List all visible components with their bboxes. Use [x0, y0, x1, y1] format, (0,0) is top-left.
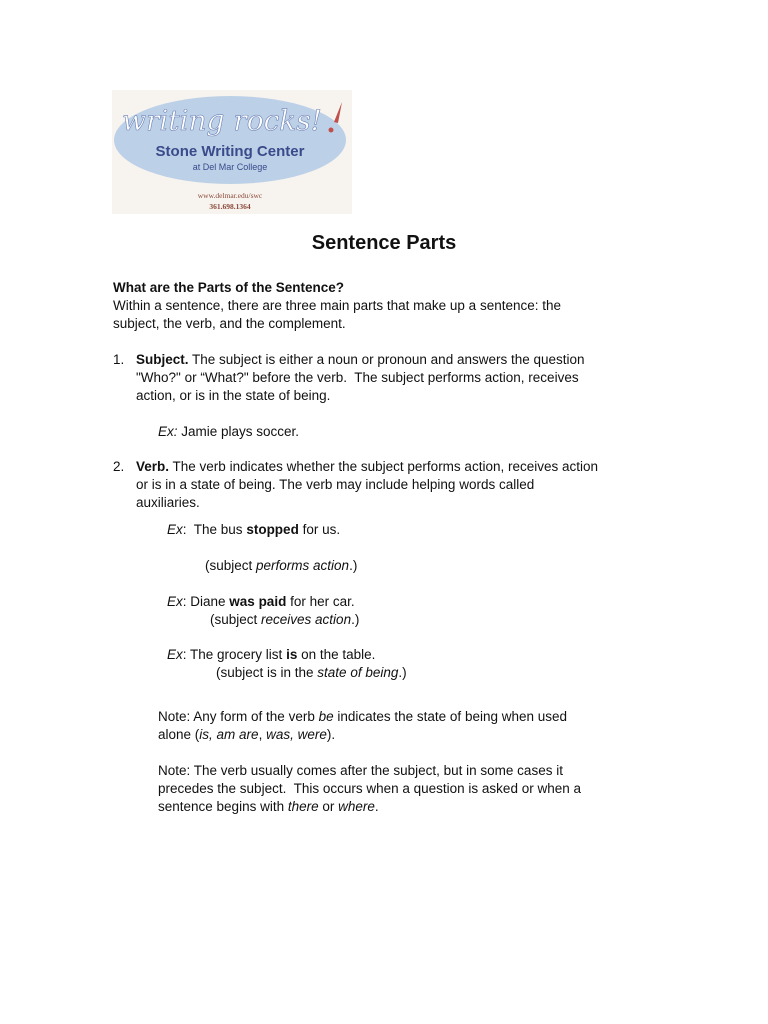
page-title: Sentence Parts: [311, 232, 457, 254]
ex3-label: Ex: [167, 647, 183, 662]
item2-example-2: [167, 593, 355, 611]
ex2-text-a: : Diane: [182, 594, 230, 609]
item2-line-3: auxiliaries.: [136, 495, 200, 510]
item2-example-2-note: [210, 611, 359, 629]
ex1-text-a: : The bus: [182, 522, 247, 537]
note2-b: or: [318, 799, 339, 814]
ex3-note-b: .): [398, 665, 407, 680]
note1-line-1: [158, 708, 567, 726]
note2-em2: where: [338, 799, 375, 814]
item-number-2: 2.: [113, 459, 125, 474]
ex1-verb: stopped: [246, 522, 299, 537]
ex1-label: Ex: [167, 522, 183, 537]
logo-url: www.delmar.edu/swc: [197, 191, 263, 200]
item2-line-1: [136, 458, 666, 476]
logo-college: at Del Mar College: [192, 162, 268, 172]
ex3-note-em: state of being: [317, 665, 399, 680]
ex3-text-b: on the table.: [297, 647, 376, 662]
ex2-note-b: .): [351, 612, 360, 627]
note2-a: sentence begins with: [158, 799, 288, 814]
ex1-text-b: for us.: [298, 522, 341, 537]
item2-line-1-text: The verb indicates whether the subject performs action, receives action: [169, 459, 598, 474]
item2-term: Verb.: [136, 459, 170, 474]
note1-line-2: [158, 726, 335, 744]
ex2-note-em: receives action: [261, 612, 352, 627]
note1-e: ).: [326, 727, 336, 742]
note2-line-3: [158, 798, 379, 816]
item-number-1: 1.: [113, 352, 125, 367]
intro-line-1: Within a sentence, there are three main parts that make up a sentence: the: [113, 298, 562, 313]
ex2-text-b: for her car.: [286, 594, 355, 609]
note1-em3: was, were: [266, 727, 327, 742]
item1-example: [158, 423, 299, 441]
ex1-note-em: performs action: [256, 558, 350, 573]
logo-phone: 361.698.1364: [209, 202, 251, 211]
item2-example-1: [167, 521, 340, 539]
note2-c: .: [374, 799, 379, 814]
item1-term: Subject.: [136, 352, 189, 367]
note1-em1: be: [318, 709, 334, 724]
note1-em2: is, am are: [199, 727, 259, 742]
item2-example-3: [167, 646, 375, 664]
note1-a: Note: Any form of the verb: [158, 709, 319, 724]
item1-line-1-text: The subject is either a noun or pronoun and answers the question: [188, 352, 585, 367]
note1-d: ,: [258, 727, 267, 742]
ex2-label: Ex: [167, 594, 183, 609]
logo-graphic: [112, 90, 352, 214]
ex2-note-a: (subject: [210, 612, 262, 627]
item2-line-2: or is in a state of being. The verb may include helping words called: [136, 477, 535, 492]
writing-center-logo: [112, 90, 352, 214]
logo-center-name: Stone Writing Center: [155, 143, 305, 160]
item1-line-1: [136, 351, 666, 369]
note1-b: indicates the state of being when used: [333, 709, 568, 724]
ex2-verb: was paid: [229, 594, 287, 609]
item2-example-1-note: [205, 557, 357, 575]
ex3-verb: is: [286, 647, 298, 662]
note1-c: alone (: [158, 727, 200, 742]
ex1-note-b: .): [349, 558, 358, 573]
item2-example-3-note: [216, 664, 407, 682]
ex3-text-a: : The grocery list: [182, 647, 287, 662]
note2-line-1: Note: The verb usually comes after the subject, but in some cases it: [158, 763, 563, 778]
note2-line-2: precedes the subject. This occurs when a question is asked or when a: [158, 781, 581, 796]
item1-line-2: "Who?" or “What?" before the verb. The subject performs action, receives: [136, 370, 579, 385]
item1-ex-text: Jamie plays soccer.: [177, 424, 300, 439]
note2-em1: there: [287, 799, 319, 814]
intro-line-2: subject, the verb, and the complement.: [113, 316, 346, 331]
section-heading: What are the Parts of the Sentence?: [113, 280, 345, 295]
item1-ex-label: Ex:: [158, 424, 178, 439]
logo-script-text: writing rocks!: [122, 104, 322, 137]
ex3-note-a: (subject is in the: [216, 665, 318, 680]
ex1-note-a: (subject: [205, 558, 257, 573]
item1-line-3: action, or is in the state of being.: [136, 388, 331, 403]
